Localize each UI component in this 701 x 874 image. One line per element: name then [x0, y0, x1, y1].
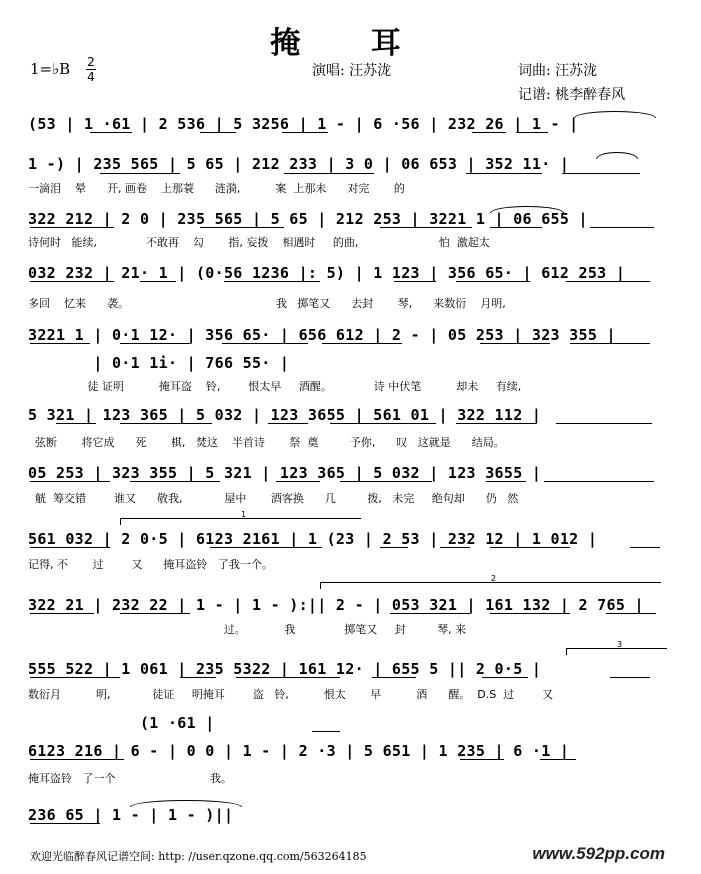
lyric-row-6: 弦断 将它成 死 棋, 焚这 半首诗 祭 奠 予你, 叹 这就是 结局。: [28, 436, 505, 449]
lyric-row-4: 多回 忆来 袭。 我 掷笔又 去封 琴, 来数衍 月明,: [28, 297, 506, 310]
footer-text: 欢迎光临醉春风记谱空间: http: //user.qzone.qq.com/563264185: [30, 850, 367, 863]
lyric-row-7: 觥 筹交错 谁又 敬我, 屋中 酒客换 几 拨, 未完 绝句却 仍 然: [28, 492, 519, 505]
lyric-row-5: 徒 证明 掩耳盗 铃, 恨太早 酒醒。 诗 中伏笔 却未 有续,: [28, 380, 522, 393]
lyric-row-10: 数衍月 明, 徒证 明掩耳 盗 铃, 恨太 早 酒 醒。 D.S 过 又: [28, 688, 554, 701]
time-bottom: 4: [87, 70, 95, 84]
volta-3: 3: [566, 648, 667, 655]
time-signature: [86, 56, 96, 83]
notation-row-10: 555 522 | 1 061 | 235 5322 | 161 12· | 655 5 || 2 0·5 |: [28, 660, 542, 678]
key-signature: 1=♭B: [30, 60, 71, 78]
notation-row-4: 032 232 | 21· 1 | (0·56 1236 |: 5) | 1 123 | 356 65· | 612 253 |: [28, 264, 626, 282]
composer-credit: 词曲: 汪苏泷: [518, 63, 598, 79]
notation-row-6: 5 321 | 123 365 | 5 032 | 123 3655 | 561 01 | 322 112 |: [28, 406, 542, 424]
transcriber-credit: 记谱: 桃李醉春风: [518, 87, 626, 103]
notation-row-11: 6123 216 | 6 - | 0 0 | 1 - | 2 ·3 | 5 651 | 1 235 | 6 ·1 |: [28, 742, 570, 760]
site-logo: www.592pp.com: [532, 844, 665, 863]
singer-credit: 演唱: 汪苏泷: [312, 63, 392, 79]
notation-row-5: 3221 1 | 0·1 12· | 356 65· | 656 612 | 2 - | 05 253 | 323 355 |: [28, 326, 616, 344]
volta-2: 2: [320, 582, 661, 589]
lyric-row-3: 诗何时 能续, 不敢再 勾 指, 妄拨 相遇时 的曲, 怕 激起太: [28, 236, 490, 249]
notation-row-11-upper: (1 ·61 |: [28, 714, 215, 732]
lyric-row-2: 一滴泪 晕 开, 画卷 上那蓑 涟漪, 案 上那未 对完 的: [28, 182, 405, 195]
notation-row-12: 236 65 | 1 - | 1 - )||: [28, 806, 234, 824]
notation-row-8: 561 032 | 2 0·5 | 6123 2161 | 1 (23 | 2 53 | 232 12 | 1 012 |: [28, 530, 598, 548]
notation-row-9: 322 21 | 232 22 | 1 - | 1 - ):|| 2 - | 053 321 | 161 132 | 2 765 |: [28, 596, 644, 614]
song-title: 掩 耳: [270, 26, 431, 61]
lyric-row-9: 过。 我 掷笔又 封 琴, 来: [28, 623, 467, 636]
notation-row-2: 1 -) | 235 565 | 5 65 | 212 233 | 3 0 | 06 653 | 352 11· |: [28, 155, 570, 173]
notation-row-1: (53 | 1 ·61 | 2 536 | 5 3256 | 1 - | 6 ·56 | 232 26 | 1 - |: [28, 115, 579, 133]
notation-row-3: 322 212 | 2 0 | 235 565 | 5 65 | 212 253 | 3221 1 | 06 655 |: [28, 210, 588, 228]
lyric-row-11: 掩耳盗铃 了一个 我。: [28, 772, 232, 785]
time-top: 2: [87, 55, 95, 69]
volta-1: 1: [120, 518, 361, 525]
notation-row-7: 05 253 | 323 355 | 5 321 | 123 365 | 5 032 | 123 3655 |: [28, 464, 542, 482]
notation-row-5-alt: | 0·1 1i· | 766 55· |: [28, 354, 290, 372]
lyric-row-8: 记得, 不 过 又 掩耳盗铃 了我一个。: [28, 558, 273, 571]
